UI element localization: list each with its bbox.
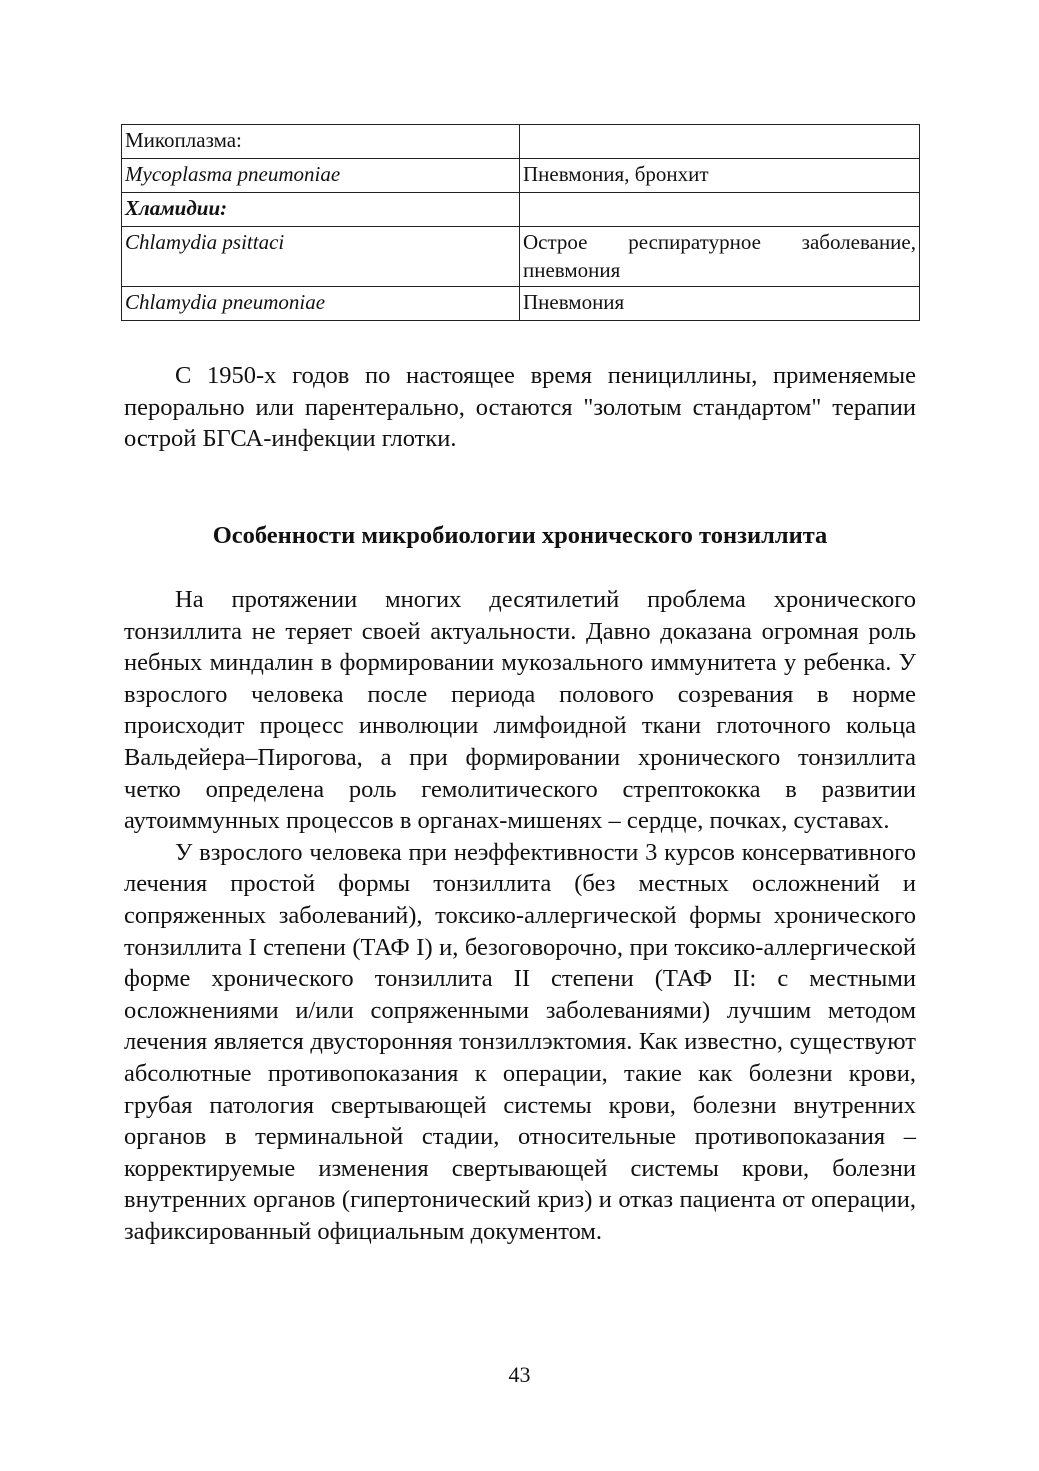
table-row [122, 227, 920, 287]
table-row [122, 193, 920, 227]
table-cell-organism: Mycoplasma pneumoniae [122, 159, 520, 193]
intro-paragraph: С 1950-х годов по настоящее время пенициллины, применяемые перорально или парентерально, остаются "золотым стандартом" терапии острой БГСА-инфекции глотки. [124, 362, 916, 453]
section-heading: Особенности микробиологии хронического тонзиллита [212, 522, 828, 549]
table-cell-disease: Острое респиратурное заболевание, пневмония [520, 227, 920, 287]
intro-text [124, 360, 916, 455]
body-text [124, 584, 916, 1247]
body-paragraph: На протяжении многих десятилетий проблема хронического тонзиллита не теряет своей актуальности. Давно доказана огромная роль небных миндалин в формировании мукозального иммунитета у ребенка. У взрослого человека после периода полового созревания в норме происходит процесс инволюции лимфоидной ткани глоточного кольца Вальдейера–Пирогова, а при формировании хронического тонзиллита четко определена роль гемолитического стрептококка в развитии аутоиммунных процессов в органах-мишенях – сердце, почках, суставах. [124, 586, 916, 835]
table-cell-disease [520, 125, 920, 159]
table-cell-organism: Хламидии: [122, 193, 520, 227]
table-row [122, 159, 920, 193]
body-paragraph: У взрослого человека при неэффективности 3 курсов консервативного лечения простой формы тонзиллита (без местных осложнений и сопряженных заболеваний), токсико-аллергической формы хронического тонзиллита I степени (ТАФ I) и, безоговорочно, при токсико-аллергической форме хронического тонзиллита II степени (ТАФ II: с местными осложнениями и/или сопряженными заболеваниями) лучшим методом лечения является двусторонняя тонзиллэктомия. Как известно, существуют абсолютные противопоказания к операции, такие как болезни крови, грубая патология свертывающей системы крови, болезни внутренних органов в терминальной стадии, относительные противопоказания – корректируемые изменения свертывающей системы крови, болезни внутренних органов (гипертонический криз) и отказ пациента от операции, зафиксированный официальным документом. [124, 838, 916, 1245]
table-cell-disease: Пневмония [520, 287, 920, 321]
table-cell-organism: Микоплазма: [122, 125, 520, 159]
table-row [122, 287, 920, 321]
pathogen-table [121, 124, 920, 321]
table-row [122, 125, 920, 159]
table-cell-organism: Chlamydia pneumoniae [122, 287, 520, 321]
table-cell-disease: Пневмония, бронхит [520, 159, 920, 193]
table-cell-organism: Chlamydia psittaci [122, 227, 520, 287]
table-cell-disease [520, 193, 920, 227]
page-number: 43 [508, 1362, 531, 1387]
